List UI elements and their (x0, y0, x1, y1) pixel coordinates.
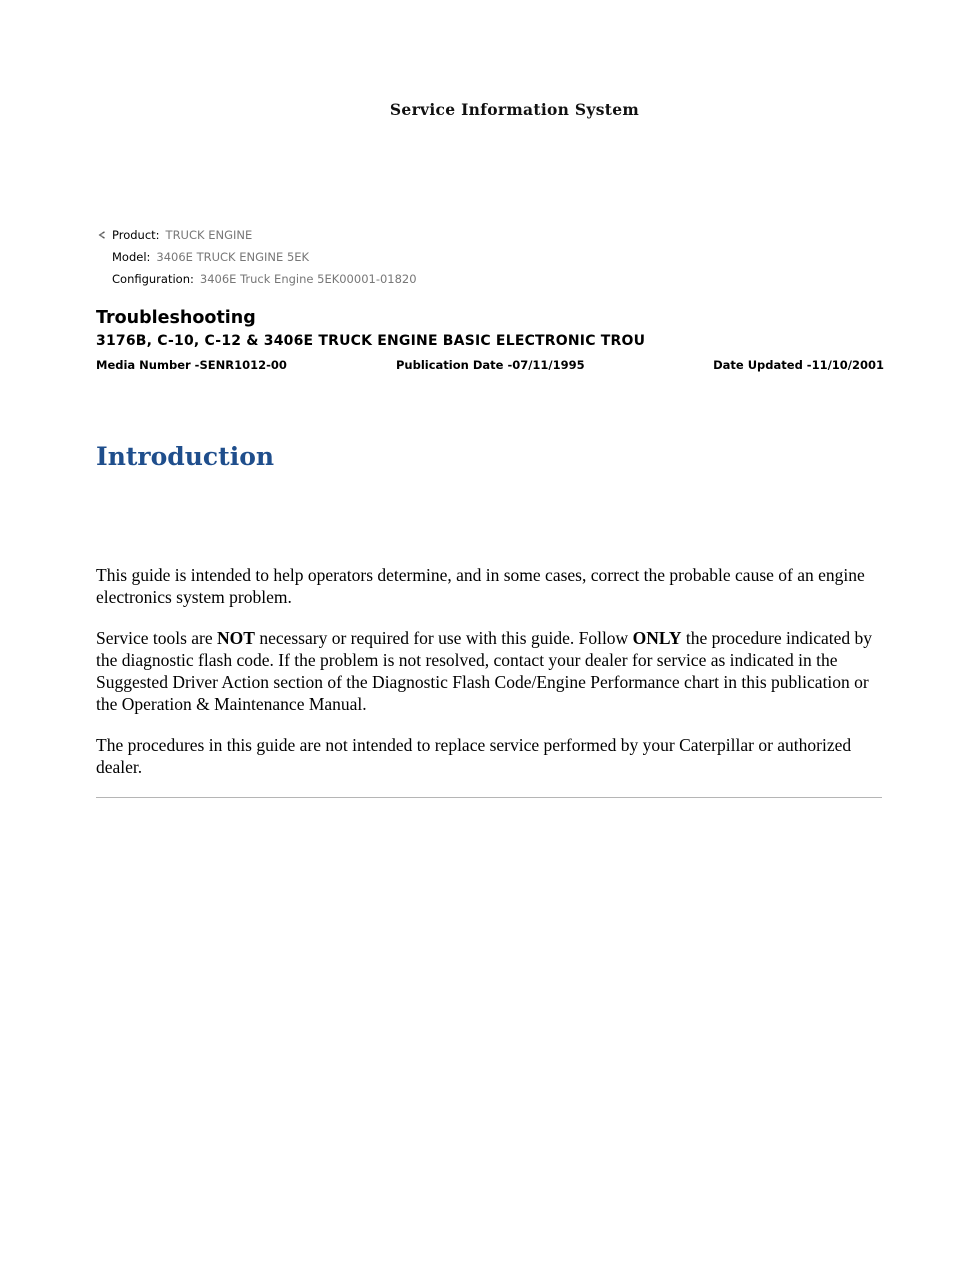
product-label: Product: (112, 228, 160, 242)
p2-emphasis-only: ONLY (632, 628, 682, 648)
paragraph-2 (96, 627, 886, 715)
date-updated: Date Updated -11/10/2001 (713, 358, 884, 372)
service-information-system-logo: Service Information System (389, 100, 640, 119)
breadcrumb (96, 224, 417, 290)
paragraph-3: The procedures in this guide are not intended to replace service performed by your Caterpillar or authorized dealer. (96, 735, 852, 777)
media-number: Media Number -SENR1012-00 (96, 358, 287, 372)
model-label: Model: (112, 250, 151, 264)
horizontal-divider (96, 797, 882, 798)
document-title: 3176B, C-10, C-12 & 3406E TRUCK ENGINE BASIC ELECTRONIC TROU (96, 333, 646, 349)
publication-date: Publication Date -07/11/1995 (396, 358, 585, 372)
model-value[interactable]: 3406E TRUCK ENGINE 5EK (156, 250, 310, 264)
p2-text-e: the procedure indicated by the diagnostic flash code. If the problem is not resolved, contact your dealer for service as indicated in the Suggested Driver Action section of the Diagnostic Flash Code/Engine Performance chart in this publication or the Operation & Maintenance Manual. (96, 628, 873, 714)
section-heading: Introduction (96, 442, 275, 471)
paragraph-1: This guide is intended to help operators determine, and in some cases, correct the probable cause of an engine electronics system problem. (96, 565, 865, 607)
configuration-value[interactable]: 3406E Truck Engine 5EK00001-01820 (199, 272, 417, 286)
p2-text-c: necessary or required for use with this guide. Follow (254, 628, 633, 648)
body-text (96, 564, 886, 797)
breadcrumb-model (96, 246, 417, 268)
document-type: Troubleshooting (96, 308, 256, 328)
product-value[interactable]: TRUCK ENGINE (165, 228, 253, 242)
breadcrumb-configuration (96, 268, 417, 290)
back-arrow-icon[interactable] (96, 224, 108, 246)
p2-emphasis-not: NOT (217, 628, 255, 648)
breadcrumb-product[interactable] (96, 224, 417, 246)
p2-text-a: Service tools are (96, 628, 217, 648)
configuration-label: Configuration: (112, 272, 194, 286)
